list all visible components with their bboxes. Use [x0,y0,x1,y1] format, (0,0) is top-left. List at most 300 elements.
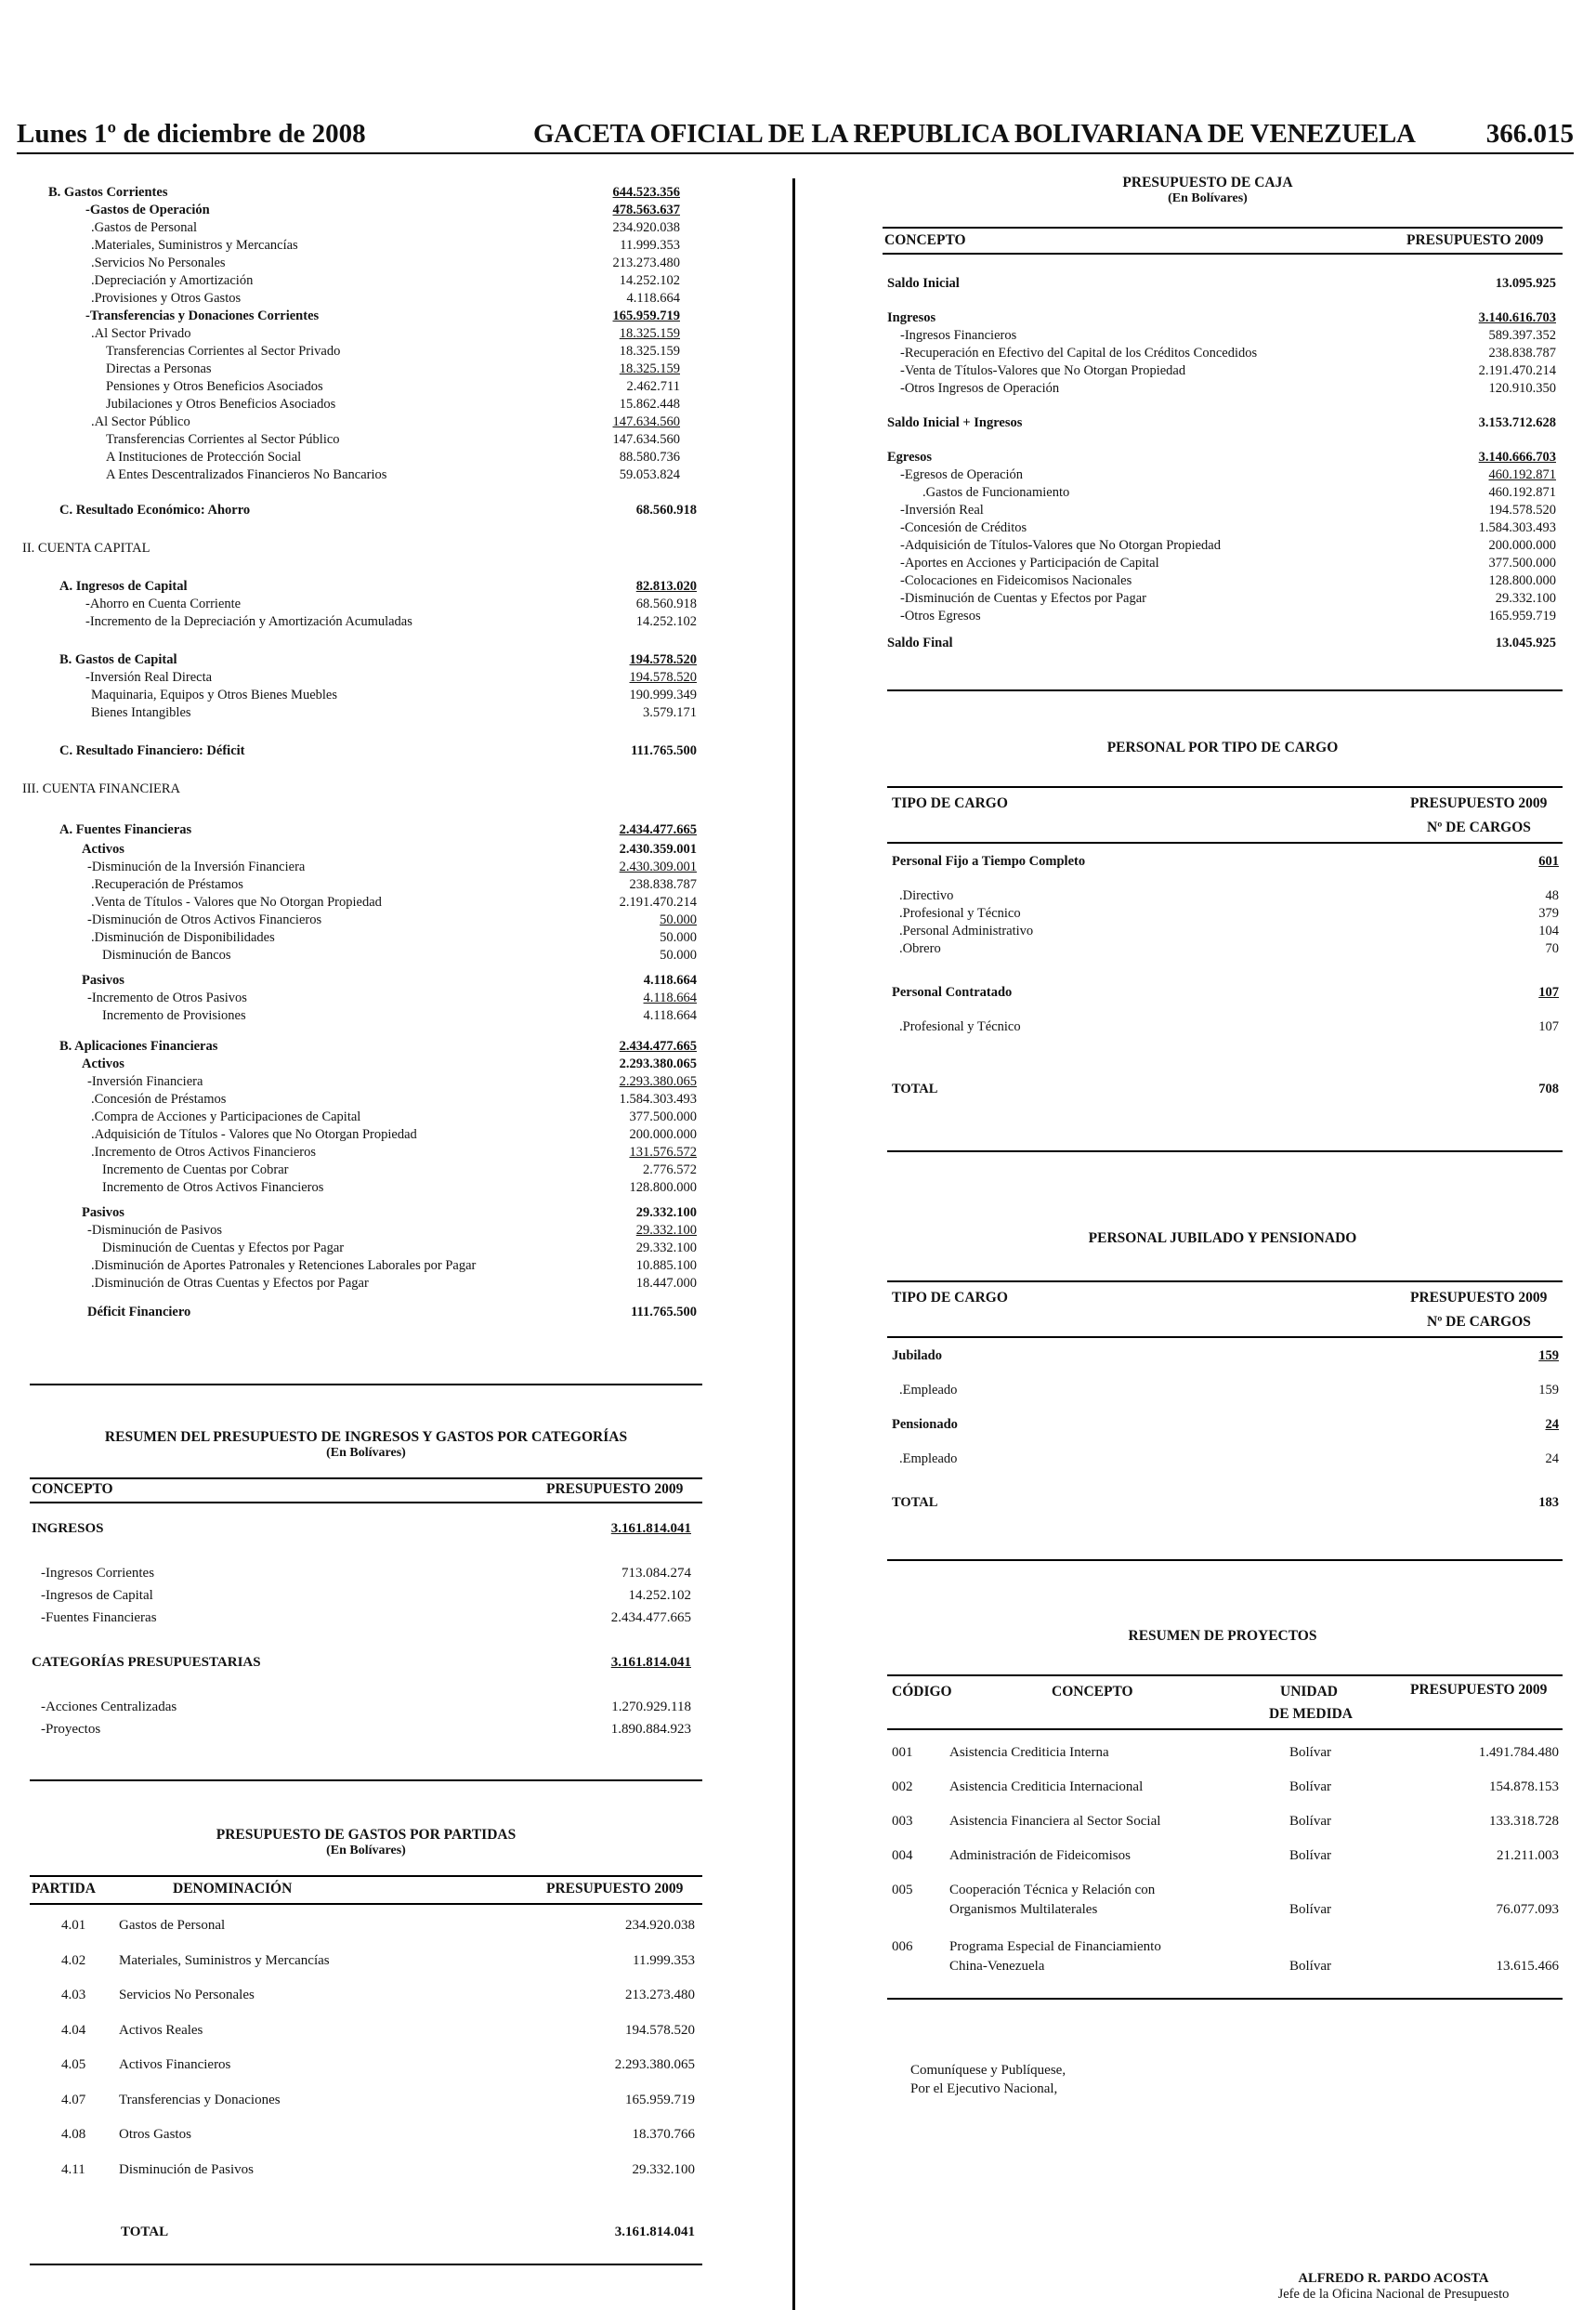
partida-value: 18.370.766 [632,2127,695,2142]
row-value: 644.523.356 [612,185,680,200]
row-value: 29.332.100 [1495,591,1556,606]
partida-name: Otros Gastos [119,2127,191,2142]
table-row [48,184,717,202]
row-label: Saldo Inicial + Ingresos [887,415,1023,430]
table-row [48,1038,717,1056]
row-value: 165.959.719 [612,308,680,323]
row-value: 29.332.100 [635,1205,697,1220]
row-label: Saldo Final [887,636,953,650]
row-label: .Recuperación de Préstamos [91,877,243,892]
row-label: -Ahorro en Cuenta Corriente [85,597,242,611]
table-row [48,1275,717,1293]
row-value: 18.447.000 [635,1276,697,1291]
row-label: .Obrero [899,941,941,956]
row-label: III. CUENTA FINANCIERA [22,781,181,796]
row-label: Saldo Inicial [887,276,960,291]
row-label: C. Resultado Financiero: Déficit [59,743,245,758]
col-header-partida: PARTIDA [32,1881,96,1897]
row-value: 460.192.871 [1488,485,1556,500]
signer-name: ALFREDO R. PARDO ACOSTA [1298,2271,1489,2286]
gastos-partidas-title [30,1827,702,1858]
row-label: -Disminución de Pasivos [87,1223,222,1238]
project-value: 76.077.093 [1496,1902,1559,1917]
table-row [892,1382,1559,1399]
row-label: .Gastos de Funcionamiento [922,485,1070,500]
row-value: 50.000 [660,912,697,927]
row-label: TOTAL [892,1082,938,1096]
project-unit: Bolívar [1289,1959,1331,1974]
divider [30,1502,702,1503]
row-value: 4.118.664 [643,973,697,988]
partida-value: 194.578.520 [625,2022,695,2038]
row-value: 147.634.560 [612,414,680,429]
divider [30,2264,702,2265]
row-label: .Compra de Acciones y Participaciones de Capital [91,1109,361,1124]
col-header-cargos: Nº DE CARGOS [1427,1314,1531,1330]
table-row [48,1179,717,1197]
project-name: Administración de Fideicomisos [949,1848,1131,1863]
resumen-categorias-title [30,1429,702,1461]
project-value: 21.211.003 [1497,1848,1559,1863]
table-row [48,1073,717,1091]
header-title: GACETA OFICIAL DE LA REPUBLICA BOLIVARIANA DE VENEZUELA [533,119,1416,149]
row-label: -Proyectos [41,1722,101,1737]
partida-value: 213.273.480 [625,1988,695,2002]
table-row [48,413,717,431]
column-divider [792,178,795,2310]
row-label: -Inversión Financiera [87,1074,203,1089]
table-row [887,484,1556,502]
row-label: -Gastos de Operación [85,203,210,217]
partida-name: Servicios No Personales [119,1988,255,2002]
table-row [48,1162,717,1179]
row-label: Pasivos [82,973,124,988]
row-value: 3.140.666.703 [1478,450,1556,465]
table-row [48,308,717,325]
row-value: 194.578.520 [629,670,697,685]
table-row [887,590,1556,608]
row-value: 68.560.918 [635,503,697,518]
row-label: Ingresos [887,310,936,325]
partida-name: Transferencias y Donaciones [119,2092,281,2107]
row-value: 13.095.925 [1495,276,1556,291]
table-row [32,1654,691,1672]
table-row [892,853,1559,871]
table-row [48,859,717,876]
divider [887,1336,1563,1338]
table-row [32,1609,691,1627]
project-name-line2: China-Venezuela [949,1959,1045,1974]
table-row [32,1565,691,1582]
row-value: 11.999.353 [620,238,680,253]
col-header-presupuesto: PRESUPUESTO 2009 [546,1881,684,1897]
table-row [22,781,717,798]
row-label: -Recuperación en Efectivo del Capital de los Créditos Concedidos [900,346,1258,361]
divider [887,1998,1563,2000]
row-value: 13.045.925 [1495,636,1556,650]
table-row [48,361,717,378]
row-label: Pensiones y Otros Beneficios Asociados [106,379,323,394]
table-row [892,905,1559,923]
partida-value: 2.293.380.065 [614,2057,695,2072]
row-label: Personal Fijo a Tiempo Completo [892,854,1086,869]
row-value: 379 [1538,906,1559,921]
row-value: 128.800.000 [629,1180,697,1195]
divider [883,227,1563,229]
divider [887,1728,1563,1730]
table-row [48,894,717,912]
row-value: 2.430.309.001 [619,860,697,874]
row-label: .Adquisición de Títulos - Valores que No Otorgan Propiedad [91,1127,417,1142]
row-label: Directas a Personas [106,361,212,376]
table-row [48,1304,717,1321]
row-label: Disminución de Bancos [102,948,231,963]
row-value: 478.563.637 [612,203,680,217]
proyectos-title: RESUMEN DE PROYECTOS [1128,1628,1317,1644]
row-label: -Disminución de Otros Activos Financieros [87,912,322,927]
row-label: -Colocaciones en Fideicomisos Nacionales [900,573,1132,588]
table-row [48,1109,717,1126]
row-label: CATEGORÍAS PRESUPUESTARIAS [32,1655,261,1670]
project-unit: Bolívar [1289,1745,1331,1760]
partida-code: 4.07 [61,2092,86,2107]
row-value: 120.910.350 [1488,381,1556,396]
row-value: 1.270.929.118 [611,1700,691,1714]
row-value: 4.118.664 [643,1008,697,1023]
row-label: Bienes Intangibles [91,705,191,720]
row-label: .Venta de Títulos - Valores que No Otorgan Propiedad [91,895,382,910]
table-row [48,912,717,929]
partida-code: 4.05 [61,2057,86,2072]
signer-role: Jefe de la Oficina Nacional de Presupuesto [1277,2287,1510,2302]
project-name-line2: Organismos Multilaterales [949,1902,1098,1917]
project-unit: Bolívar [1289,1848,1331,1863]
row-value: 1.890.884.923 [610,1722,691,1737]
row-label: .Concesión de Préstamos [91,1092,227,1107]
row-value: 48 [1545,888,1559,903]
table-row [887,635,1556,652]
row-value: 14.252.102 [628,1588,691,1603]
table-row [48,651,717,669]
table-row [48,687,717,704]
col-header-cargos: Nº DE CARGOS [1427,820,1531,835]
row-label: A. Fuentes Financieras [59,822,192,837]
row-value: 200.000.000 [629,1127,697,1142]
section-subtitle: (En Bolívares) [326,1844,406,1857]
row-value: 238.838.787 [1488,346,1556,361]
table-row [48,290,717,308]
project-code: 004 [892,1848,913,1863]
partida-value: 11.999.353 [633,1952,695,1968]
row-value: 131.576.572 [629,1145,697,1160]
page-header [17,117,1574,154]
table-row [48,1204,717,1222]
row-label: Activos [82,842,124,857]
row-label: INGRESOS [32,1521,104,1536]
row-label: -Disminución de la Inversión Financiera [87,860,306,874]
row-label: Incremento de Cuentas por Cobrar [102,1162,289,1177]
row-value: 10.885.100 [635,1258,697,1273]
col-header-presupuesto: PRESUPUESTO 2009 [1410,1682,1548,1698]
row-label: .Disminución de Otras Cuentas y Efectos por Pagar [91,1276,369,1291]
row-label: Incremento de Provisiones [102,1008,246,1023]
row-value: 128.800.000 [1488,573,1556,588]
row-label: -Ingresos de Capital [41,1588,153,1603]
row-value: 14.252.102 [619,273,680,288]
table-row [48,596,717,613]
table-row [48,704,717,722]
row-value: 708 [1538,1082,1559,1096]
table-row [887,572,1556,590]
partida-code: 4.08 [61,2127,86,2142]
table-row [48,972,717,990]
row-value: 213.273.480 [612,256,680,270]
row-label: -Aportes en Acciones y Participación de Capital [900,556,1159,571]
divider [887,786,1563,788]
divider [887,1280,1563,1282]
table-row [48,396,717,413]
table-row [892,940,1559,958]
table-row [48,1091,717,1109]
row-value: 147.634.560 [612,432,680,447]
row-label: -Incremento de la Depreciación y Amortización Acumuladas [85,614,412,629]
table-row [892,1018,1559,1036]
divider [887,1674,1563,1676]
row-value: 190.999.349 [629,688,697,702]
row-value: 3.140.616.703 [1478,310,1556,325]
table-row [887,362,1556,380]
row-label: .Personal Administrativo [899,924,1034,938]
table-row [22,540,717,558]
row-value: 2.434.477.665 [619,1039,697,1054]
divider [30,1477,702,1479]
table-row [48,449,717,466]
row-label: Personal Contratado [892,985,1013,1000]
row-label: -Otros Egresos [900,609,981,623]
row-value: 18.325.159 [619,326,680,341]
table-row [48,742,717,760]
row-value: 88.580.736 [619,450,680,465]
row-value: 3.153.712.628 [1478,415,1556,430]
row-label: A Instituciones de Protección Social [106,450,302,465]
partida-name: Gastos de Personal [119,1918,226,1933]
table-row [32,1721,691,1739]
row-label: .Servicios No Personales [91,256,226,270]
row-label: .Provisiones y Otros Gastos [91,291,242,306]
project-name: Asistencia Financiera al Sector Social [949,1814,1161,1829]
table-row [48,821,717,839]
table-row [48,1240,717,1257]
row-value: 159 [1538,1383,1559,1398]
row-value: 238.838.787 [629,877,697,892]
row-label: -Fuentes Financieras [41,1610,157,1625]
row-value: 194.578.520 [1488,503,1556,518]
partida-name: Activos Reales [119,2022,203,2038]
row-value: 234.920.038 [612,220,680,235]
table-row [48,990,717,1007]
table-row [32,1520,691,1538]
table-row [892,1494,1559,1512]
divider [30,1903,702,1905]
row-value: 2.293.380.065 [619,1057,697,1071]
table-row [48,219,717,237]
row-value: 2.776.572 [643,1162,697,1177]
project-unit: Bolívar [1289,1902,1331,1917]
row-value: 2.434.477.665 [619,822,697,837]
section-title: PRESUPUESTO DE CAJA [1122,175,1293,190]
row-value: 377.500.000 [1488,556,1556,571]
divider [30,1875,702,1877]
row-value: 18.325.159 [619,361,680,376]
divider [887,1559,1563,1561]
table-row [48,237,717,255]
project-value: 1.491.784.480 [1478,1745,1559,1760]
table-row [892,984,1559,1002]
col-header-presupuesto: PRESUPUESTO 2009 [1410,1290,1548,1306]
row-value: 3.161.814.041 [610,1521,691,1536]
row-value: 713.084.274 [621,1566,691,1581]
row-label: -Ingresos Corrientes [41,1566,155,1581]
partida-value: 29.332.100 [632,2161,695,2177]
project-code: 003 [892,1814,913,1829]
row-label: -Otros Ingresos de Operación [900,381,1060,396]
row-label: -Disminución de Cuentas y Efectos por Pagar [900,591,1146,606]
row-label: TOTAL [892,1495,938,1510]
row-value: 15.862.448 [619,397,680,412]
closing-line-1: Comuníquese y Publíquese, [910,2063,1066,2078]
project-value: 13.615.466 [1496,1959,1559,1974]
table-row [887,449,1556,466]
col-header-tipo-cargo: TIPO DE CARGO [892,795,1008,811]
row-value: 2.191.470.214 [1478,363,1556,378]
row-label: II. CUENTA CAPITAL [22,541,150,556]
total-label: TOTAL [121,2225,169,2239]
row-label: Maquinaria, Equipos y Otros Bienes Muebles [91,688,337,702]
table-row [887,555,1556,572]
row-value: 183 [1538,1495,1559,1510]
table-row [892,1081,1559,1098]
row-value: 2.462.711 [626,379,680,394]
row-value: 70 [1545,941,1559,956]
row-value: 14.252.102 [635,614,697,629]
table-row [892,1450,1559,1468]
section-title: PRESUPUESTO DE GASTOS POR PARTIDAS [216,1827,517,1843]
row-label: -Inversión Real Directa [85,670,213,685]
row-label: .Disminución de Aportes Patronales y Retenciones Laborales por Pagar [91,1258,477,1273]
header-page-number: 366.015 [1485,119,1574,149]
row-label: .Empleado [899,1383,958,1398]
divider [887,689,1563,691]
row-value: 107 [1538,985,1559,1000]
project-code: 001 [892,1745,913,1760]
row-value: 460.192.871 [1488,467,1556,482]
table-row [48,876,717,894]
row-value: 194.578.520 [629,652,697,667]
row-value: 82.813.020 [635,579,697,594]
row-label: Transferencias Corrientes al Sector Público [106,432,340,447]
row-value: 2.430.359.001 [619,842,697,857]
divider [30,1779,702,1781]
table-row [48,343,717,361]
partida-code: 4.03 [61,1988,86,2002]
partida-code: 4.04 [61,2022,86,2038]
table-row [32,1587,691,1605]
partida-code: 4.11 [61,2161,85,2177]
table-row [887,608,1556,625]
table-row [887,327,1556,345]
project-code: 006 [892,1939,913,1954]
partida-value: 234.920.038 [625,1918,695,1933]
table-row [887,309,1556,327]
row-value: 589.397.352 [1488,328,1556,343]
project-value: 133.318.728 [1489,1814,1559,1829]
row-value: 29.332.100 [635,1223,697,1238]
partida-code: 4.02 [61,1952,86,1968]
row-value: 2.191.470.214 [619,895,697,910]
section-subtitle: (En Bolívares) [1168,191,1248,205]
table-row [48,841,717,859]
col-header-tipo-cargo: TIPO DE CARGO [892,1290,1008,1306]
table-row [887,275,1556,293]
partida-name: Materiales, Suministros y Mercancías [119,1952,330,1968]
table-row [48,255,717,272]
row-value: 68.560.918 [635,597,697,611]
row-label: Jubilado [892,1348,942,1363]
row-value: 165.959.719 [1488,609,1556,623]
project-code: 002 [892,1779,913,1794]
table-row [887,502,1556,519]
row-label: .Incremento de Otros Activos Financieros [91,1145,317,1160]
row-value: 18.325.159 [619,344,680,359]
project-unit: Bolívar [1289,1779,1331,1794]
divider [30,1384,702,1385]
row-label: Pensionado [892,1417,958,1432]
section-subtitle: (En Bolívares) [326,1446,406,1460]
row-value: 4.118.664 [643,991,697,1005]
row-label: -Inversión Real [900,503,984,518]
row-label: Pasivos [82,1205,124,1220]
row-value: 3.161.814.041 [610,1655,691,1670]
row-value: 200.000.000 [1488,538,1556,553]
row-label: -Acciones Centralizadas [41,1700,177,1714]
row-value: 107 [1538,1019,1559,1034]
col-header-concepto: CONCEPTO [884,232,966,248]
partida-value: 165.959.719 [625,2092,695,2107]
row-value: 3.579.171 [643,705,697,720]
col-header-presupuesto: PRESUPUESTO 2009 [1406,232,1544,248]
table-row [887,345,1556,362]
table-row [48,202,717,219]
caja-title [883,175,1533,206]
row-value: 2.293.380.065 [619,1074,697,1089]
table-row [48,502,717,519]
section-title: RESUMEN DEL PRESUPUESTO DE INGRESOS Y GASTOS POR CATEGORÍAS [104,1429,628,1445]
project-name: Cooperación Técnica y Relación con [949,1883,1156,1897]
table-row [892,1416,1559,1434]
project-name: Asistencia Crediticia Interna [949,1745,1109,1760]
col-header-unidad: UNIDAD [1280,1684,1338,1700]
table-row [887,466,1556,484]
col-header-medida: DE MEDIDA [1269,1706,1353,1722]
row-label: Transferencias Corrientes al Sector Privado [106,344,341,359]
row-label: .Al Sector Público [91,414,190,429]
table-row [887,414,1556,432]
row-value: 111.765.500 [631,743,697,758]
row-value: 50.000 [660,948,697,963]
row-label: -Transferencias y Donaciones Corrientes [85,308,320,323]
row-value: 159 [1538,1348,1559,1363]
table-row [32,1699,691,1716]
